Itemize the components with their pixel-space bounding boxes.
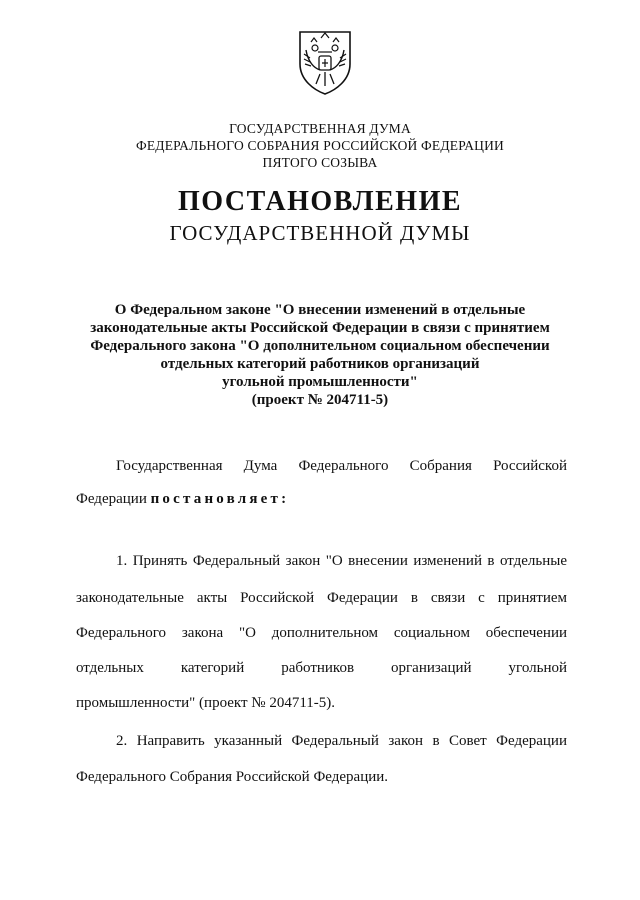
- bill-number: (проект № 204711-5): [251, 392, 389, 408]
- subject-line: Федерального закона "О дополнительном социальном обеспечении: [90, 338, 550, 354]
- item-1-line: Федерального закона "О дополнительном социальном обеспечении: [76, 625, 567, 641]
- document-title: ПОСТАНОВЛЕНИЕ: [177, 186, 463, 217]
- duma-header-line: ГОСУДАРСТВЕННАЯ ДУМА: [229, 121, 411, 136]
- item-1-line: 1. Принять Федеральный закон "О внесении изменений в отдельные: [116, 553, 567, 569]
- preamble-text: Федерации: [76, 491, 147, 507]
- assembly-header-line: ФЕДЕРАЛЬНОГО СОБРАНИЯ РОССИЙСКОЙ ФЕДЕРАЦИИ: [136, 138, 504, 153]
- preamble-line: Государственная Дума Федерального Собрания Российской: [116, 458, 567, 474]
- preamble-decision: [76, 491, 564, 508]
- subject-line: отдельных категорий работников организаций: [160, 356, 480, 372]
- document-subtitle: ГОСУДАРСТВЕННОЙ ДУМЫ: [169, 221, 471, 245]
- coat-of-arms-emblem-icon: [296, 28, 354, 96]
- item-1-line: промышленности" (проект № 204711-5).: [76, 695, 336, 711]
- item-2-line: Федерального Собрания Российской Федерации.: [76, 769, 389, 785]
- convocation-header-line: ПЯТОГО СОЗЫВА: [262, 155, 378, 170]
- subject-line: О Федеральном законе "О внесении изменений в отдельные: [114, 302, 526, 318]
- subject-line: угольной промышленности": [222, 374, 418, 390]
- item-1-line: законодательные акты Российской Федерации в связи с принятием: [76, 590, 567, 606]
- item-1-line: отдельных категорий работников организаций угольной: [76, 660, 567, 676]
- resolves-keyword: постановляет:: [150, 491, 290, 507]
- subject-line: законодательные акты Российской Федерации в связи с принятием: [90, 320, 550, 336]
- item-2-line: 2. Направить указанный Федеральный закон в Совет Федерации: [116, 733, 567, 749]
